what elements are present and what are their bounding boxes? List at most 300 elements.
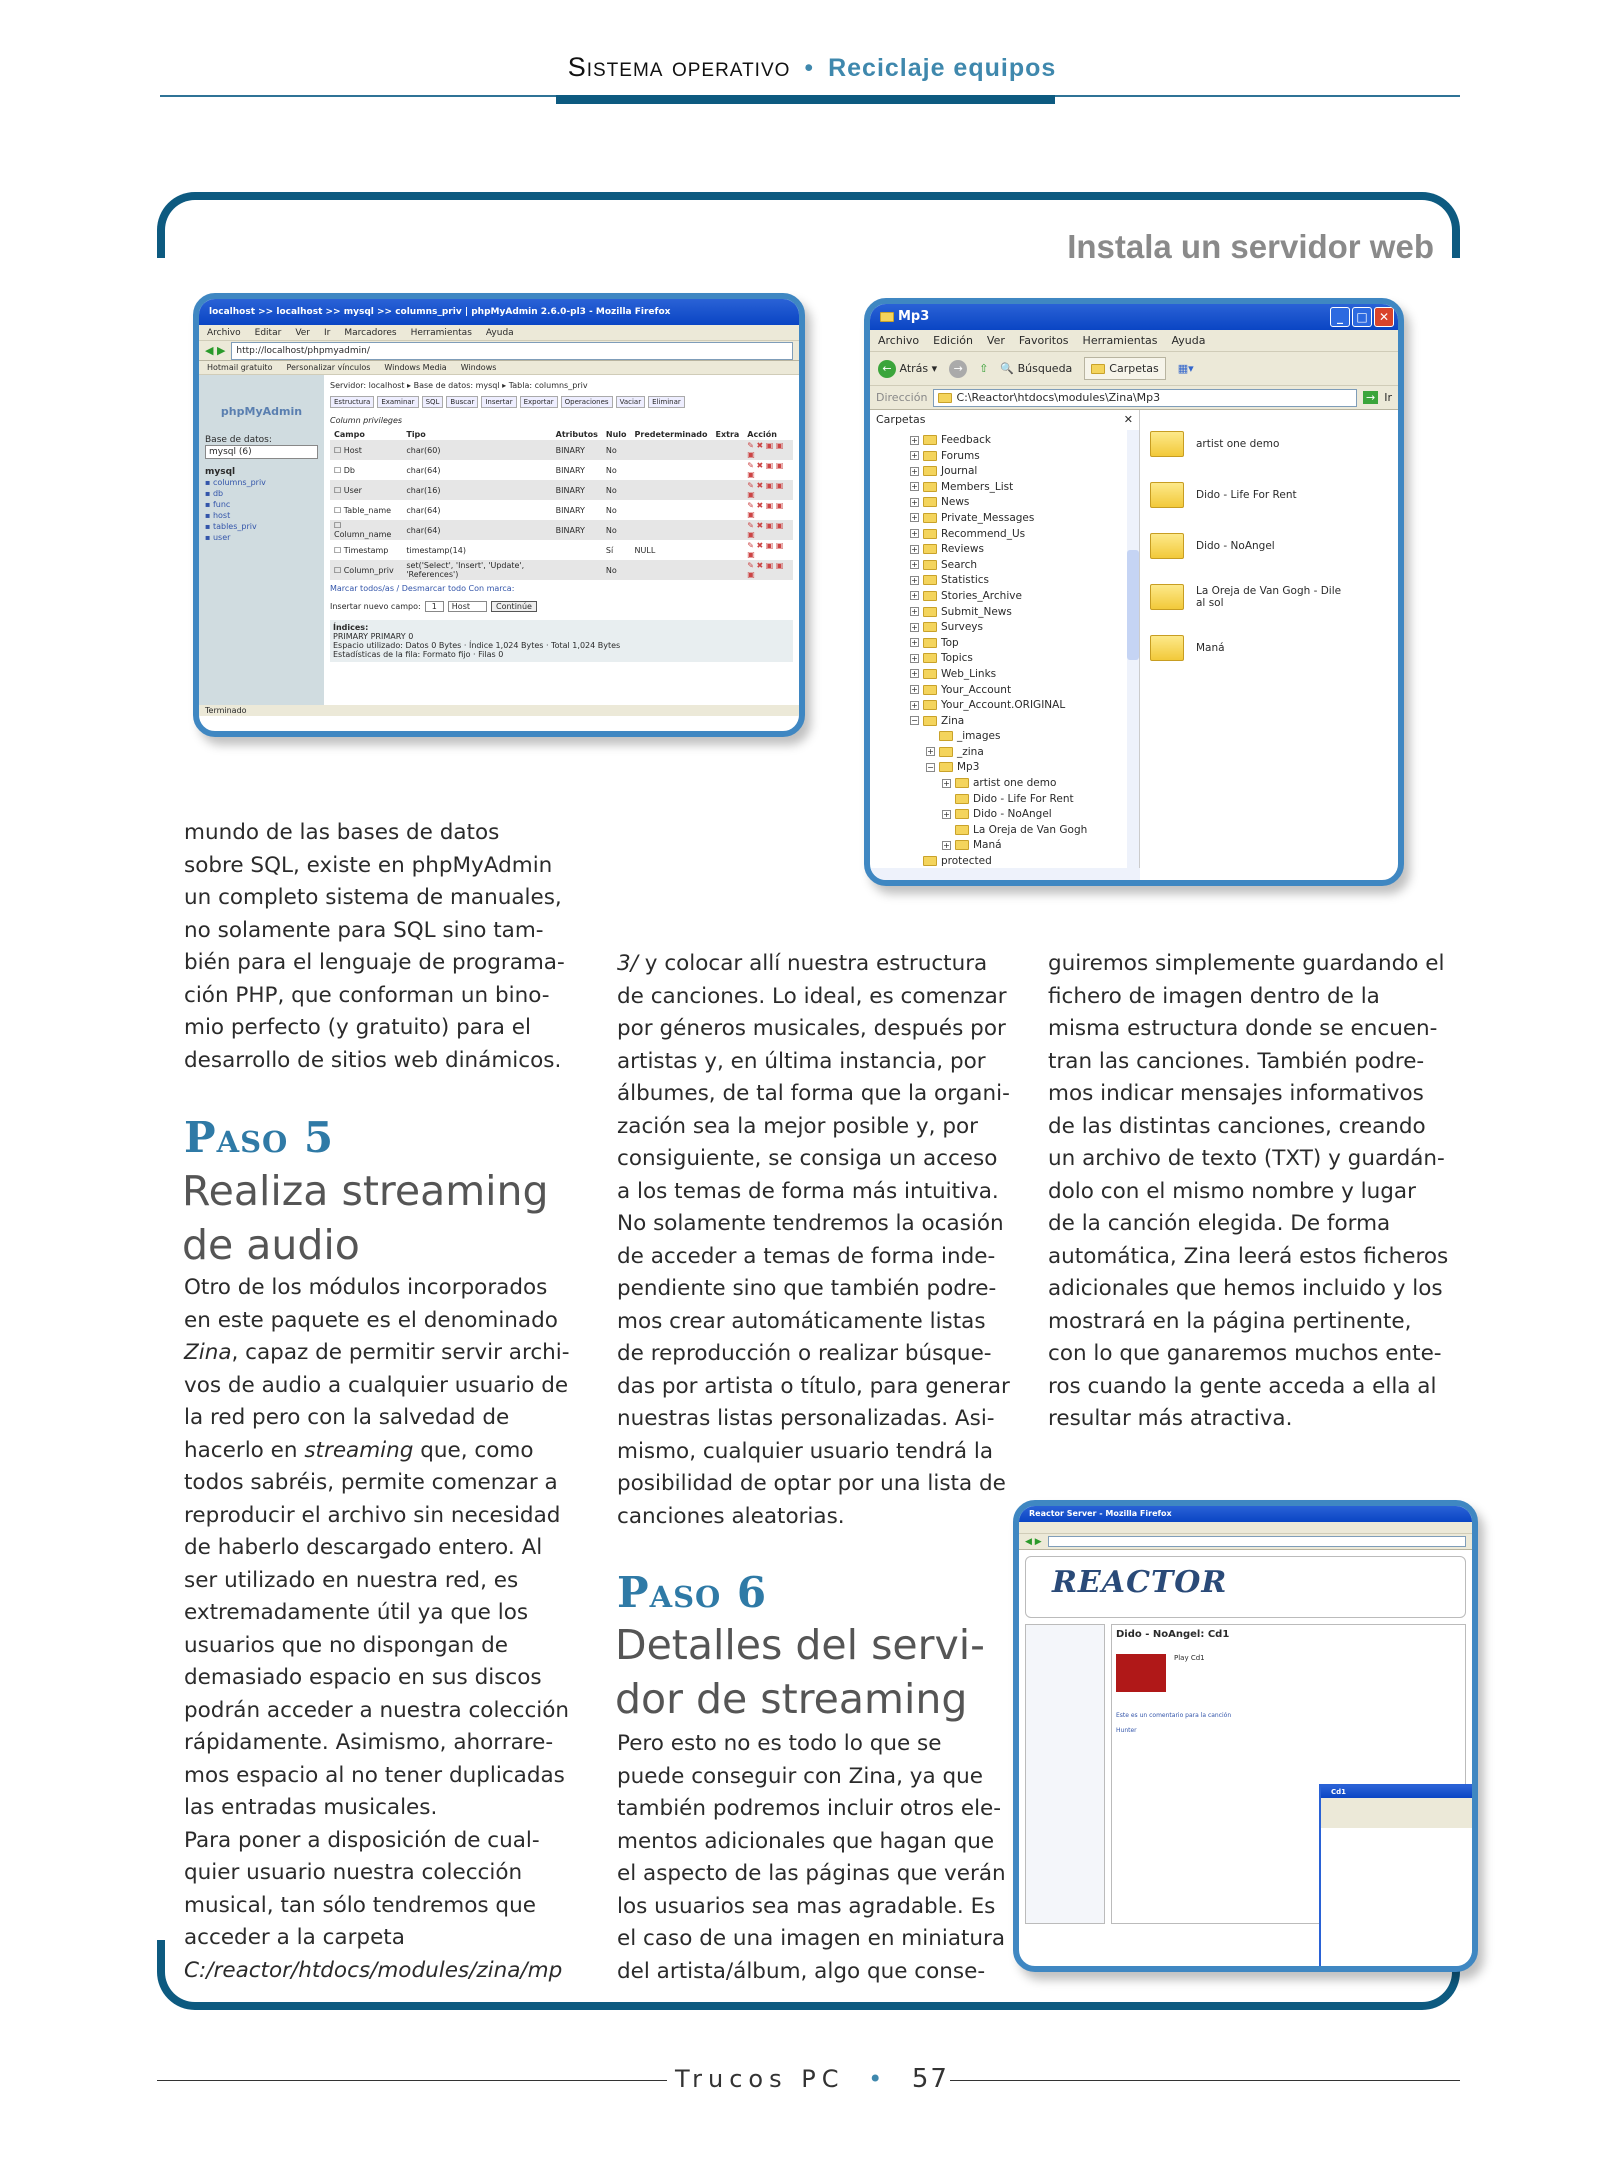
folder-icon (923, 560, 937, 570)
play-link: Play Cd1 (1174, 1654, 1205, 1662)
menu-item: Ir (324, 328, 331, 338)
text-line (184, 1305, 570, 1338)
expander-icon: + (911, 451, 918, 461)
tree-item-label: Topics (941, 652, 973, 665)
text-line (617, 1371, 1010, 1404)
text-run: un archivo de texto (TXT) y guardán- (1048, 1146, 1445, 1171)
window-title: Reactor Server - Mozilla Firefox (1019, 1506, 1472, 1522)
indices-heading: Índices: (333, 623, 369, 632)
song-row: Hunter (1116, 1727, 1137, 1734)
page-footer (0, 2064, 1624, 2094)
tree-item-label: Dido - NoAngel (973, 808, 1052, 821)
column-header: Campo (334, 430, 365, 439)
text-line (184, 947, 565, 980)
text-run: No solamente tendremos la ocasión (617, 1211, 1004, 1236)
step-6-heading: Paso 6 (617, 1568, 768, 1617)
song-row: Este es un comentario para la canción (1116, 1712, 1232, 1719)
primary-key-row: PRIMARY PRIMARY 0 (333, 632, 414, 641)
folder-icon (1150, 635, 1184, 661)
expander-icon: − (911, 716, 918, 726)
text-line (184, 980, 565, 1013)
text-run: mos espacio al no tener duplicadas (184, 1762, 565, 1788)
text-line (617, 1208, 1010, 1241)
table-cell (712, 460, 744, 480)
tree-item-label: Members_List (941, 480, 1014, 493)
tree-item (910, 527, 1139, 543)
table-link: ▪ tables_priv (205, 522, 257, 531)
text-run: del artista/álbum, algo que conse- (617, 1958, 986, 1984)
text-run: álbumes, de tal forma que la organi- (617, 1081, 1010, 1106)
italic-text: Zina (184, 1340, 232, 1365)
expander-icon: + (943, 778, 950, 788)
text-line (1048, 1176, 1448, 1209)
table-cell (712, 520, 744, 540)
folder-item-label: Dido - NoAngel (1196, 539, 1275, 552)
search-button (1000, 362, 1072, 375)
tab-bar (330, 396, 793, 408)
text-run: desarrollo de sitios web dinámicos. (184, 1047, 562, 1073)
field-name: ☐ Column_name (330, 520, 402, 540)
folder-icon (955, 794, 969, 804)
text-line (617, 948, 1010, 981)
table-row (330, 500, 793, 520)
table-row (330, 560, 793, 580)
text-line (617, 981, 1010, 1014)
table-cell: BINARY (552, 440, 602, 460)
pma-tab: Vaciar (616, 396, 646, 408)
text-run: y colocar allí nuestra estructura (637, 951, 988, 976)
folder-item-label: Dido - Life For Rent (1196, 488, 1297, 501)
text-run: que, como (413, 1437, 534, 1463)
tree-item-label: Your_Account.ORIGINAL (941, 699, 1066, 712)
text-run: resultar más atractiva. (1048, 1406, 1293, 1431)
text-run: rápidamente. Asimismo, ahorrare- (184, 1730, 554, 1755)
insert-label: Insertar nuevo campo: (330, 602, 421, 611)
folder-icon (923, 638, 937, 648)
status-bar: Terminado (199, 705, 799, 716)
tree-item-label: Search (941, 558, 978, 571)
menu-bar (1019, 1522, 1472, 1534)
text-line (1048, 1111, 1448, 1144)
url-bar (199, 341, 799, 361)
expander-icon: + (943, 809, 950, 819)
text-run: mos crear automáticamente listas (617, 1308, 986, 1334)
table-cell (712, 480, 744, 500)
menu-item: Ver (986, 334, 1005, 347)
tree-item (910, 605, 1139, 621)
text-run: , capaz de permitir servir archi- (231, 1340, 570, 1365)
action-icons: ✎ ✖ ▣ ▣ ▣ (743, 440, 793, 460)
text-run: puede conseguir con Zina, ya que (617, 1763, 984, 1789)
table-cell: timestamp(14) (406, 545, 466, 555)
text-line (184, 1272, 570, 1305)
tree-item-label: Recommend_Us (941, 527, 1026, 540)
table-cell (631, 460, 712, 480)
text-run: bién para el lenguaje de programa- (184, 950, 565, 975)
column-header: Predeterminado (634, 430, 708, 439)
tree-item (910, 449, 1139, 465)
text-line (617, 1046, 1010, 1079)
text-line (617, 1273, 1010, 1306)
up-folder-icon: ⇧ (979, 362, 989, 375)
folder-icon (923, 435, 937, 445)
text-line (617, 1436, 1010, 1469)
text-run: fichero de imagen dentro de la (1048, 983, 1380, 1009)
table-cell: char(60) (402, 440, 551, 460)
italic-text: C:/reactor/htdocs/modules/zina/mp (184, 1957, 563, 1983)
topic-name: Reciclaje equipos (828, 54, 1057, 82)
window-title: localhost >> localhost >> mysql >> columns_priv | phpMyAdmin 2.6.0-pl3 - Mozilla Firefox (199, 299, 799, 325)
table-row (330, 440, 793, 460)
pma-tab: SQL (422, 396, 444, 408)
text-line (617, 1793, 1006, 1826)
expander-icon: + (911, 700, 918, 710)
tree-item (910, 667, 1139, 683)
folder-icon (923, 607, 937, 617)
expander-icon: + (911, 607, 918, 617)
back-icon: ← (878, 360, 896, 378)
tree-item (910, 838, 1139, 854)
tree-item-label: Reviews (941, 543, 984, 556)
folder-icon (955, 809, 969, 819)
tree-item-label: News (941, 496, 970, 509)
expander-icon: + (911, 466, 918, 476)
folder-icon (923, 544, 937, 554)
text-run: consiguiente, se consiga un acceso (617, 1146, 998, 1171)
tree-item (910, 636, 1139, 652)
text-run: automática, Zina leerá estos ficheros (1048, 1243, 1449, 1269)
folder-icon (1150, 533, 1184, 559)
folder-icon (923, 856, 937, 866)
pma-sidebar (199, 375, 324, 705)
folder-contents (1140, 410, 1398, 880)
text-line (1048, 1241, 1448, 1274)
folder-item-label: Maná (1196, 641, 1225, 654)
tree-item (910, 651, 1139, 667)
table-row (330, 480, 793, 500)
address-input: C:\Reactor\htdocs\modules\Zina\Mp3 (956, 390, 1161, 404)
tree-item-label: La Oreja de Van Gogh (973, 823, 1088, 836)
text-line (184, 1890, 570, 1923)
text-line (184, 1630, 570, 1663)
back-icon: ◀ ▶ (205, 344, 226, 357)
column-header: Atributos (555, 430, 598, 439)
tree-item-label: Web_Links (941, 667, 997, 680)
table-row (330, 540, 793, 560)
tree-item (910, 542, 1139, 558)
col2-text (617, 948, 1010, 1533)
tree-item-label: Your_Account (941, 683, 1012, 696)
url-bar (1019, 1534, 1472, 1550)
back-icon: ◀ ▶ (1025, 1536, 1042, 1547)
tree-hscrollbar (870, 868, 1140, 880)
text-line (1048, 981, 1448, 1014)
step-6-title (615, 1618, 985, 1726)
text-line (184, 1045, 565, 1078)
folder-icon (955, 840, 969, 850)
folder-icon (923, 716, 937, 726)
text-run: los usuarios sea mas agradable. Es (617, 1893, 996, 1919)
text-run: también podremos incluir otros ele- (617, 1796, 1002, 1821)
text-line (184, 1435, 570, 1468)
tree-item-label: _images (957, 730, 1001, 743)
text-line (184, 1565, 570, 1598)
text-run: Realiza streaming (182, 1167, 549, 1215)
table-cell: char(16) (402, 480, 551, 500)
expander-icon: + (927, 747, 934, 757)
folder-icon (939, 747, 953, 757)
menu-item: Ver (295, 328, 311, 338)
folder-item (1150, 622, 1350, 673)
db-name: mysql (205, 467, 236, 477)
tree-item (910, 760, 1139, 776)
text-run: dolo con el mismo nombre y lugar (1048, 1178, 1416, 1204)
table-cell: BINARY (555, 465, 585, 475)
table-cell (631, 500, 712, 520)
table-cell: char(64) (406, 465, 441, 475)
maximize-icon: □ (1352, 307, 1372, 327)
pma-tab: Eliminar (648, 396, 685, 408)
text-run: de haberlo descargado entero. Al (184, 1535, 543, 1560)
menu-item: Herramientas (410, 328, 472, 338)
tree-item-label: Private_Messages (941, 511, 1035, 524)
text-run: a los temas de forma más intuitiva. (617, 1178, 999, 1204)
table-cell: Sí (605, 545, 614, 555)
text-run: misma estructura donde se encuen- (1048, 1016, 1438, 1041)
text-line (184, 1955, 570, 1988)
table-row (330, 520, 793, 540)
text-line (1048, 1046, 1448, 1079)
address-label: Dirección (876, 391, 928, 404)
back-button: ← Atrás ▾ (878, 360, 937, 378)
folder-icon (1150, 431, 1184, 457)
folder-item (1150, 418, 1350, 469)
col3-text (1048, 948, 1448, 1436)
text-run: usuarios que no dispongan de (184, 1632, 508, 1658)
text-run: zación sea la mejor posible y, por (617, 1113, 978, 1139)
page-number: 57 (911, 2064, 949, 2094)
text-line (617, 1923, 1006, 1956)
tree-item-label: Mp3 (957, 761, 980, 774)
text-run: ción PHP, que conforman un bino- (184, 982, 550, 1008)
pma-tab: Operaciones (561, 396, 613, 408)
window-title: Mp3 (898, 309, 930, 324)
tree-item-label: Submit_News (941, 605, 1012, 618)
table-link: ▪ host (205, 511, 231, 520)
menu-item: Edición (933, 334, 973, 347)
text-run: posibilidad de optar por una lista de (617, 1471, 1006, 1496)
table-cell (631, 480, 712, 500)
text-line (184, 1597, 570, 1630)
text-run: mos indicar mensajes informativos (1048, 1081, 1424, 1106)
go-label: Ir (1384, 391, 1392, 404)
action-icons: ✎ ✖ ▣ ▣ ▣ (747, 461, 784, 479)
menu-bar (199, 325, 799, 341)
text-line (184, 1370, 570, 1403)
folder-icon (923, 451, 937, 461)
running-header (0, 52, 1624, 83)
table-link: ▪ user (205, 533, 231, 542)
folder-icon (923, 466, 937, 476)
publication-name: Trucos PC (675, 2065, 845, 2093)
folder-icon (939, 731, 953, 741)
text-run: por géneros musicales, después por (617, 1016, 1006, 1041)
folder-item-label: artist one demo (1196, 437, 1280, 450)
text-run: mio perfecto (y gratuito) para el (184, 1015, 531, 1040)
bookmark-item: Hotmail gratuito (207, 363, 273, 372)
text-line (617, 1403, 1010, 1436)
tree-item-label: Forums (941, 449, 980, 462)
folder-icon (923, 685, 937, 695)
pma-tab: Insertar (481, 396, 516, 408)
text-line (617, 1143, 1010, 1176)
space-used: Espacio utilizado: Datos 0 Bytes · Índice 1,024 Bytes · Total 1,024 Bytes (333, 641, 621, 650)
text-line (184, 1857, 570, 1890)
text-run: de las distintas canciones, creando (1048, 1113, 1426, 1139)
tree-item-label: protected (941, 855, 992, 868)
text-line (1048, 1403, 1448, 1436)
text-run: musical, tan sólo tendremos que (184, 1892, 536, 1918)
text-run: Otro de los módulos incorporados (184, 1275, 548, 1300)
action-icons: ✎ ✖ ▣ ▣ ▣ (747, 501, 784, 519)
table-caption: Column privileges (330, 416, 403, 425)
bookmarks-bar (199, 361, 799, 375)
text-line (184, 1402, 570, 1435)
continue-button: Continúe (491, 601, 537, 612)
folder-icon (1150, 584, 1184, 610)
pma-logo: phpMyAdmin (220, 405, 303, 418)
text-run: das por artista o título, para generar (617, 1373, 1010, 1399)
action-icons: ✎ ✖ ▣ ▣ ▣ (743, 520, 793, 540)
expander-icon: + (911, 435, 918, 445)
text-line (184, 1922, 570, 1955)
db-select: mysql (6) (205, 445, 318, 459)
table-cell: No (605, 465, 617, 475)
reactor-screenshot (1013, 1500, 1478, 1972)
header-accent-bar (556, 95, 1055, 104)
table-cell: No (602, 560, 631, 580)
pma-main (324, 375, 799, 705)
footer-bullet: • (868, 2065, 889, 2093)
text-line (615, 1672, 985, 1726)
text-run: hacerlo en (184, 1437, 305, 1463)
field-name: ☐ Column_priv (330, 560, 402, 580)
folder-icon (880, 312, 894, 322)
inset-title: Cd1 (1321, 1786, 1477, 1798)
text-line (184, 1662, 570, 1695)
tree-item (910, 433, 1139, 449)
expander-icon: + (911, 497, 918, 507)
folders-icon (1091, 364, 1105, 374)
tree-item-label: Zina (941, 714, 965, 727)
text-line (1048, 1208, 1448, 1241)
text-run: vos de audio a cualquier usuario de (184, 1372, 569, 1398)
row-stats: Estadísticas de la fila: Formato fijo · Filas 0 (333, 650, 504, 659)
folder-icon (923, 482, 937, 492)
tree-item-label: Statistics (941, 574, 989, 587)
text-line (184, 1467, 570, 1500)
search-label: Búsqueda (1017, 362, 1073, 375)
tree-item (910, 745, 1139, 761)
text-line (184, 850, 565, 883)
text-line (617, 1338, 1010, 1371)
text-run: la red pero con la salvedad de (184, 1405, 510, 1430)
table-cell (631, 560, 712, 580)
folders-pane (870, 410, 1140, 880)
url-input: http://localhost/phpmyadmin/ (231, 342, 793, 360)
views-icon: ▦▾ (1177, 362, 1194, 375)
text-run: acceder a la carpeta (184, 1925, 405, 1950)
tree-item (910, 807, 1139, 823)
folder-icon (923, 575, 937, 585)
tree-item-label: Maná (973, 839, 1002, 852)
tree-scrollbar (1127, 430, 1139, 870)
tree-item-label: Stories_Archive (941, 589, 1022, 602)
menu-bar (870, 330, 1398, 352)
text-run: en este paquete es el denominado (184, 1307, 558, 1333)
step-5-title (182, 1164, 549, 1272)
reactor-logo: REACTOR (1025, 1556, 1466, 1618)
table-cell (552, 560, 602, 580)
expander-icon: + (911, 529, 918, 539)
text-line (615, 1618, 985, 1672)
column-header: Nulo (605, 430, 627, 439)
tree-item (910, 776, 1139, 792)
tree-item (910, 714, 1139, 730)
text-line (617, 1241, 1010, 1274)
minimize-icon: _ (1330, 307, 1350, 327)
table-cell: set('Select', 'Insert', 'Update', 'References') (402, 560, 551, 580)
expander-icon: + (911, 575, 918, 585)
menu-item: Herramientas (1082, 334, 1158, 347)
table-cell: char(64) (402, 520, 551, 540)
text-line (617, 1501, 1010, 1534)
text-run: de acceder a temas de forma inde- (617, 1243, 996, 1269)
folder-item (1150, 571, 1350, 622)
folder-tree (870, 429, 1139, 870)
text-line (184, 1012, 565, 1045)
text-line (617, 1111, 1010, 1144)
text-run: Para poner a disposición de cual- (184, 1827, 540, 1853)
text-line (1048, 948, 1448, 981)
text-run: quier usuario nuestra colección (184, 1860, 523, 1885)
columns-table (330, 429, 793, 580)
text-line (1048, 1306, 1448, 1339)
text-run: Detalles del servi- (615, 1621, 985, 1669)
text-run: mundo de las bases de datos (184, 820, 500, 845)
step-5-heading: Paso 5 (184, 1113, 335, 1162)
table-cell: BINARY (552, 480, 602, 500)
text-run: nuestras listas personalizadas. Asi- (617, 1406, 995, 1431)
text-run: pendiente sino que también podre- (617, 1276, 997, 1301)
text-line (184, 882, 565, 915)
text-line (182, 1218, 549, 1272)
menu-item: Ayuda (485, 328, 514, 338)
table-cell (712, 500, 744, 520)
expander-icon: + (911, 591, 918, 601)
text-run: mostrará en la página pertinente, (1048, 1308, 1412, 1334)
search-icon: 🔍 (1000, 362, 1015, 375)
table-cell (712, 540, 744, 560)
menu-item: Ayuda (1171, 334, 1206, 347)
folder-item (1150, 520, 1350, 571)
text-line (182, 1164, 549, 1218)
table-cell (712, 440, 744, 460)
expander-icon: + (911, 638, 918, 648)
menu-item: Editar (254, 328, 282, 338)
folder-item-label: La Oreja de Van Gogh - Dile al sol (1196, 584, 1342, 609)
text-line (617, 1468, 1010, 1501)
